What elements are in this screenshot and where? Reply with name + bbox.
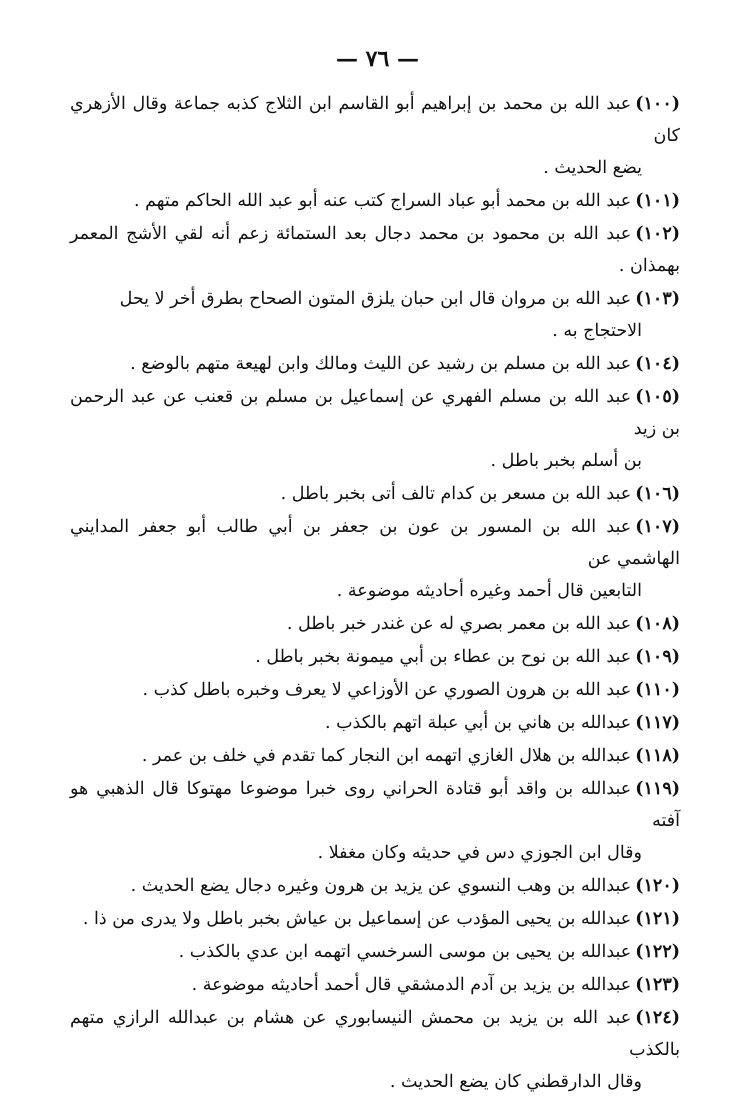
entry-text: عبد الله بن محمود بن محمد دجال بعد الستمائة زعم أنه لقي الأشج المعمر بهمذان . bbox=[70, 224, 680, 276]
entry-text: عبدالله بن يحيى بن موسى السرخسي اتهمه ابن عدي بالكذب . bbox=[178, 942, 632, 962]
entry-number: (١٠٣) bbox=[635, 289, 680, 309]
entry-number: (١٢٤) bbox=[635, 1008, 680, 1028]
entry bbox=[70, 707, 680, 739]
entry-number: (١٠٤) bbox=[635, 354, 680, 374]
entry-number: (١٠١) bbox=[635, 191, 680, 211]
entry bbox=[70, 1002, 680, 1098]
entry bbox=[70, 773, 680, 869]
entry-continuation: بن أسلم بخبر باطل . bbox=[490, 451, 642, 471]
page-number: — ٧٦ — bbox=[336, 46, 419, 72]
entry bbox=[70, 740, 680, 772]
entry bbox=[70, 381, 680, 477]
entry-text: عبد الله بن محمد أبو عباد السراج كتب عنه أبو عبد الله الحاكم متهم . bbox=[133, 191, 632, 211]
entry-text: عبد الله بن المسور بن عون بن جعفر بن أبي طالب أبو جعفر المدايني الهاشمي عن bbox=[70, 517, 680, 569]
entry bbox=[70, 936, 680, 968]
entry-number: (١٠٩) bbox=[635, 647, 680, 667]
entry bbox=[70, 903, 680, 935]
entry-text: عبدالله بن هلال الغازي اتهمه ابن النجار كما تقدم في خلف بن عمر . bbox=[141, 746, 632, 766]
entry-text: عبد الله بن مسلم بن رشيد عن الليث ومالك وابن لهيعة متهم بالوضع . bbox=[130, 354, 632, 374]
entry-continuation: التابعين قال أحمد وغيره أحاديثه موضوعة . bbox=[336, 581, 642, 601]
entry bbox=[70, 969, 680, 1001]
entry-text: عبد الله بن نوح بن عطاء بن أبي ميمونة بخبر باطل . bbox=[255, 647, 632, 667]
entry-continuation: وقال ابن الجوزي دس في حديثه وكان مغفلا . bbox=[317, 843, 642, 863]
entry-text: عبدالله بن واقد أبو قتادة الحراني روى خبرا موضوعا مهتوكا قال الذهبي هو آفته bbox=[70, 779, 680, 831]
entry bbox=[70, 348, 680, 380]
entry-number: (١٢٠) bbox=[635, 876, 680, 896]
entry bbox=[70, 511, 680, 607]
entry-number: (١١٨) bbox=[635, 746, 680, 766]
entry-text: عبدالله بن يزيد بن آدم الدمشقي قال أحمد أحاديثه موضوعة . bbox=[191, 975, 632, 995]
entry-number: (١٠٥) bbox=[635, 387, 680, 407]
entry-number: (١٠٦) bbox=[635, 484, 680, 504]
entry-text: عبد الله بن محمد بن إبراهيم أبو القاسم ابن الثلاج كذبه جماعة وقال الأزهري كان bbox=[70, 94, 680, 146]
entry-continuation: يضع الحديث . bbox=[543, 158, 642, 178]
entry-text: عبدالله بن يحيى المؤدب عن إسماعيل بن عياش بخبر باطل ولا يدرى من ذا . bbox=[82, 909, 632, 929]
entry-number: (١٢٣) bbox=[635, 975, 680, 995]
entry-number: (١٠٠) bbox=[635, 94, 680, 114]
entry-text: عبد الله بن مسلم الفهري عن إسماعيل بن مسلم بن قعنب عن عبد الرحمن بن زيد bbox=[70, 387, 680, 439]
entry bbox=[70, 641, 680, 673]
entry bbox=[70, 218, 680, 282]
entry-continuation: وقال الدارقطني كان يضع الحديث . bbox=[389, 1072, 642, 1092]
entry-number: (١١٧) bbox=[635, 713, 680, 733]
entry bbox=[70, 478, 680, 510]
entry bbox=[70, 185, 680, 217]
entry-text: عبدالله بن وهب النسوي عن يزيد بن هرون وغيره دجال يضع الحديث . bbox=[130, 876, 632, 896]
entry bbox=[70, 608, 680, 640]
entry-text: عبد الله بن معمر بصري له عن غندر خبر باطل . bbox=[286, 614, 632, 634]
entry-number: (١١٩) bbox=[635, 779, 680, 799]
entry-text: عبد الله بن يزيد بن محمش النيسابوري عن هشام بن عبدالله الرازي متهم بالكذب bbox=[70, 1008, 680, 1060]
entry-number: (١٠٨) bbox=[635, 614, 680, 634]
entry bbox=[70, 283, 680, 347]
entry-number: (١٢٢) bbox=[635, 942, 680, 962]
entry-number: (١٠٧) bbox=[635, 517, 680, 537]
entry bbox=[70, 88, 680, 184]
entry bbox=[70, 870, 680, 902]
entry-number: (١١٠) bbox=[635, 680, 680, 700]
entry-text: عبد الله بن مروان قال ابن حبان يلزق المتون الصحاح بطرق أخر لا يحل bbox=[119, 289, 632, 309]
entry-text: عبد الله بن هرون الصوري عن الأوزاعي لا يعرف وخبره باطل كذب . bbox=[142, 680, 632, 700]
entry bbox=[70, 674, 680, 706]
entry-number: (١٠٢) bbox=[635, 224, 680, 244]
entry-list bbox=[70, 88, 680, 1099]
entry-number: (١٢١) bbox=[635, 909, 680, 929]
entry-text: عبد الله بن مسعر بن كدام تالف أتى بخبر باطل . bbox=[280, 484, 632, 504]
entry-continuation: الاحتجاج به . bbox=[552, 321, 642, 341]
entry-text: عبدالله بن هاني بن أبي عبلة اتهم بالكذب . bbox=[324, 713, 632, 733]
